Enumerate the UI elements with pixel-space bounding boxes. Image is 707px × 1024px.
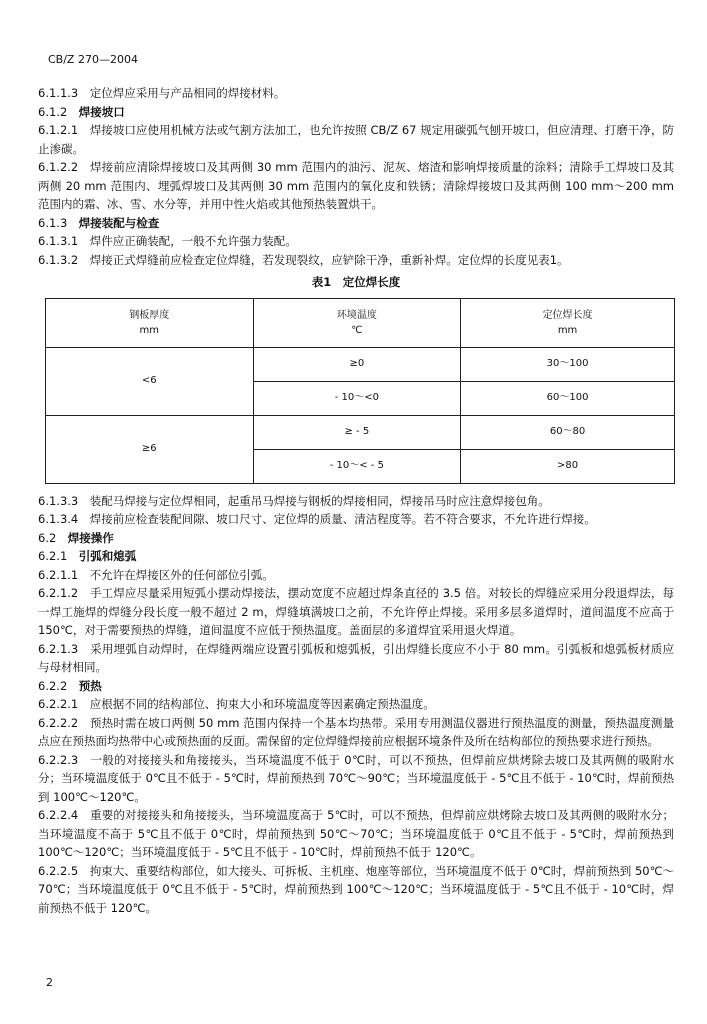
cell-temperature: ≥ - 5: [253, 415, 461, 449]
cell-temperature: ≥0: [253, 347, 461, 381]
section-heading: [38, 677, 674, 696]
clause-number: 6.1.3.2: [38, 252, 79, 267]
section-heading: [38, 214, 674, 233]
clause-paragraph: [38, 566, 674, 585]
clause-text: 定位焊应采用与产品相同的焊接材料。: [89, 86, 286, 100]
clause-text: 预热: [78, 678, 102, 693]
clause-text: 应根据不同的结构部位、拘束大小和环境温度等因素确定预热温度。: [89, 697, 435, 711]
clause-paragraph: [38, 492, 674, 511]
tack-weld-length-table: [45, 298, 675, 484]
clause-number: 6.1.3.1: [38, 234, 79, 248]
clause-text: 焊接前应检查装配间隙、坡口尺寸、定位焊的质量、清洁程度等。若不符合要求，不允许进行焊接。: [89, 512, 596, 526]
clause-text: 焊接操作: [67, 530, 114, 545]
clause-text: 焊接装配与检查: [78, 215, 160, 230]
clause-number: 6.2.1.3: [38, 641, 79, 656]
clause-number: 6.2.2.1: [38, 697, 79, 711]
cell-length: >80: [461, 449, 675, 483]
clause-number: 6.1.3: [38, 215, 68, 230]
clause-number: 6.2: [38, 530, 57, 545]
clause-paragraph: [38, 84, 674, 103]
table-row: [46, 415, 675, 449]
cell-temperature: - 10～< - 5: [253, 449, 461, 483]
section-heading: [38, 547, 674, 566]
header-thickness: 钢板厚度 mm: [46, 298, 254, 347]
clause-number: 6.1.1.3: [38, 86, 79, 100]
clause-number: 6.2.1: [38, 549, 68, 563]
section-heading: [38, 529, 674, 548]
clause-number: 6.2.1.2: [38, 586, 79, 600]
clause-text: 重要的对接接头和角接接头，当环境温度高于 5℃时，可以不预热，但焊前应烘烤除去坡口及其两侧的吸附水分；当环境温度不高于 5℃且不低于 0℃时，焊前预热到 50℃～70℃；当环境温度低于 0℃且不低于 - 5℃时，焊前预热到 100℃～120℃；当环境温度低于 - 5℃且不低于 - 10℃时，焊前预热不低于 120℃。: [38, 808, 674, 859]
clause-paragraph: [38, 232, 674, 251]
clause-text: 焊件应正确装配，一般不允许强力装配。: [89, 234, 297, 248]
clause-text: 拘束大、重要结构部位，如大接头、可拆板、主机座、炮座等部位，当环境温度不低于 0℃时，焊前预热到 50℃～70℃；当环境温度低于 0℃且不低于 - 5℃时，焊前预热到 100℃～120℃；当环境温度低于 - 5℃且不低于 - 10℃时，焊前预热不低于 120℃。: [38, 863, 675, 915]
cell-length: 30～100: [461, 347, 675, 381]
clause-paragraph: [38, 806, 674, 862]
top-paragraphs: [38, 84, 674, 269]
clause-text: 采用埋弧自动焊时，在焊缝两端应设置引弧板和熄弧板，引出焊缝长度应不小于 80 mm。引弧板和熄弧板材质应与母材相同。: [38, 641, 675, 674]
clause-text: 一般的对接接头和角接接头，当环境温度不低于 0℃时，可以不预热，但焊前应烘烤除去坡口及其两侧的吸附水分；当环境温度低于 0℃且不低于 - 5℃时，焊前预热到 70℃～90℃；当环境温度低于 - 5℃且不低于 - 10℃时，焊前预热到 100℃～120℃。: [38, 752, 674, 804]
clause-text: 焊接坡口应使用机械方法或气割方法加工，也允许按照 CB/Z 67 规定用碳弧气刨开坡口，但应清理、打磨干净，防止渗碳。: [38, 123, 674, 156]
table-header-row: [46, 298, 675, 347]
clause-paragraph: [38, 714, 674, 751]
clause-number: 6.2.2.3: [38, 752, 79, 767]
clause-number: 6.2.2.4: [38, 808, 79, 822]
clause-number: 6.1.3.4: [38, 512, 79, 526]
table-title: 表1 定位焊长度: [311, 275, 401, 289]
clause-number: 6.1.2.1: [38, 123, 79, 137]
clause-number: 6.1.2: [38, 104, 68, 119]
clause-number: 6.2.2.2: [38, 715, 79, 730]
clause-text: 焊接前应清除焊接坡口及其两侧 30 mm 范围内的油污、泥灰、熔渣和影响焊接质量的涂料；清除手工焊坡口及其两侧 20 mm 范围内、埋弧焊坡口及其两侧 30 mm 范围内的氧化皮和铁锈；清除焊接坡口及其两侧 100 mm～200 mm 范围内的霜、冰、雪、水分等，并用中性火焰或其他预热装置烘干。: [38, 160, 675, 211]
document-body: [38, 84, 674, 917]
clause-paragraph: [38, 251, 674, 270]
cell-thickness: <6: [46, 347, 254, 415]
clause-text: 预热时需在坡口两侧 50 mm 范围内保持一个基本均热带。采用专用测温仪器进行预热温度的测量，预热温度测量点应在预热面均热带中心或预热面的反面。需保留的定位焊缝焊接前应根据环境条件及所在结构部位的预热要求进行预热。: [38, 715, 675, 748]
clause-text: 焊接坡口: [78, 104, 125, 119]
cell-thickness: ≥6: [46, 415, 254, 483]
clause-paragraph: [38, 751, 674, 807]
clause-number: 6.1.2.2: [38, 160, 79, 174]
header-length: 定位焊长度 mm: [461, 298, 675, 347]
clause-text: 不允许在焊接区外的任何部位引弧。: [89, 567, 274, 582]
table-row: [46, 347, 675, 381]
clause-paragraph: [38, 510, 674, 529]
clause-text: 装配马焊接与定位焊相同，起重吊马焊接与钢板的焊接相同，焊接吊马时应注意焊接包角。: [89, 493, 550, 508]
clause-text: 焊接正式焊缝前应检查定位焊缝，若发现裂纹，应铲除干净，重新补焊。定位焊的长度见表1。: [89, 252, 569, 267]
clause-number: 6.2.2.5: [38, 863, 79, 878]
clause-number: 6.1.3.3: [38, 493, 79, 508]
standard-code: CB/Z 270—2004: [48, 53, 138, 66]
page-number: 2: [46, 976, 53, 989]
bottom-paragraphs: [38, 492, 674, 918]
clause-text: 手工焊应尽量采用短弧小摆动焊接法，摆动宽度不应超过焊条直径的 3.5 倍。对较长的焊缝应采用分段退焊法，每一焊工施焊的焊缝分段长度一般不超过 2 m，焊缝填满坡口之前，不允许停止焊接。采用多层多道焊时，道间温度不应高于 150℃，对于需要预热的焊缝，道间温度不应低于预热温度。盖面层的多道焊宜采用退火焊道。: [38, 586, 674, 637]
clause-paragraph: [38, 158, 674, 214]
cell-length: 60～100: [461, 381, 675, 415]
clause-number: 6.2.1.1: [38, 567, 79, 582]
clause-paragraph: [38, 640, 674, 677]
section-heading: [38, 103, 674, 122]
clause-text: 引弧和熄弧: [78, 549, 137, 563]
clause-number: 6.2.2: [38, 678, 68, 693]
cell-length: 60～80: [461, 415, 675, 449]
clause-paragraph: [38, 695, 674, 714]
clause-paragraph: [38, 584, 674, 640]
clause-paragraph: [38, 121, 674, 158]
header-temperature: 环境温度 ℃: [253, 298, 461, 347]
cell-temperature: - 10～<0: [253, 381, 461, 415]
clause-paragraph: [38, 862, 674, 918]
